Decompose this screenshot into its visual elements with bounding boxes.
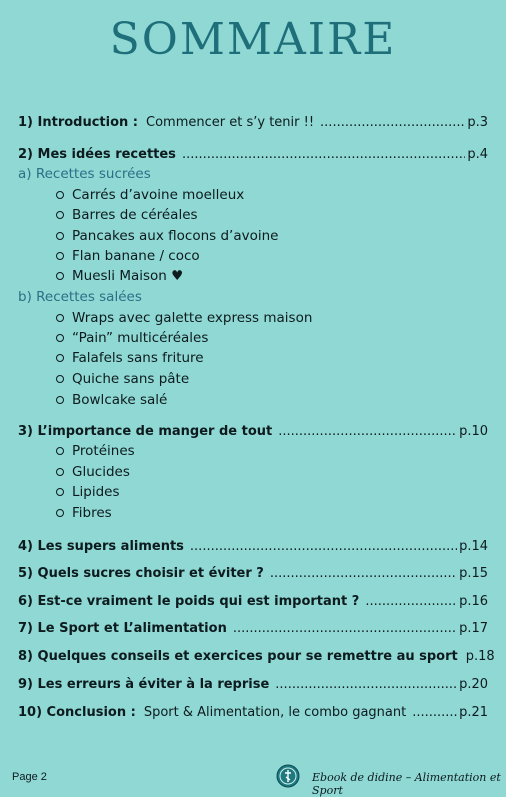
toc-page-number: p.15 <box>459 566 488 581</box>
bullet-icon <box>56 252 64 260</box>
list-item: Barres de céréales <box>56 207 198 223</box>
toc-dot-leader <box>365 594 457 609</box>
toc-entry-title: 10) Conclusion : <box>18 705 136 720</box>
list-item: Quiche sans pâte <box>56 371 189 387</box>
page-title: SOMMAIRE <box>109 14 397 65</box>
bullet-icon <box>56 232 64 240</box>
list-item: “Pain” multicéréales <box>56 330 208 346</box>
toc-dot-leader <box>233 621 457 636</box>
toc-dot-leader <box>275 677 457 692</box>
list-item: Carrés d’avoine moelleux <box>56 187 244 203</box>
list-item: Fibres <box>56 505 112 521</box>
page-number-footer: Page 2 <box>12 771 47 783</box>
toc-entry-title: 6) Est-ce vraiment le poids qui est important ? <box>18 594 360 609</box>
toc-dot-leader <box>270 566 457 581</box>
toc-page-number: p.14 <box>459 539 488 554</box>
bullet-icon <box>56 447 64 455</box>
toc-entry-subtitle: Sport & Alimentation, le combo gagnant <box>143 705 407 720</box>
list-item: Pancakes aux flocons d’avoine <box>56 228 278 244</box>
toc-entry-title: 4) Les supers aliments <box>18 539 184 554</box>
toc-entry-title: 7) Le Sport et L’alimentation <box>18 621 227 636</box>
list-item: Bowlcake salé <box>56 392 167 408</box>
toc-entry-2[interactable] <box>18 147 488 162</box>
toc-entry-subtitle: Commencer et s’y tenir !! <box>146 115 315 130</box>
toc-page-number: p.4 <box>467 147 488 162</box>
bullet-icon <box>56 191 64 199</box>
list-item: Lipides <box>56 484 120 500</box>
toc-entry-10[interactable] <box>18 705 488 720</box>
toc-dot-leader <box>182 147 465 162</box>
toc-dot-leader <box>278 424 457 439</box>
subsection-label-salees: b) Recettes salées <box>18 289 142 305</box>
list-item: Glucides <box>56 464 130 480</box>
toc-dot-leader <box>412 705 457 720</box>
toc-entry-4[interactable] <box>18 539 488 554</box>
bullet-icon <box>56 314 64 322</box>
toc-page-number: p.21 <box>459 705 488 720</box>
toc-entry-title: 3) L’importance de manger de tout <box>18 424 273 439</box>
toc-page-number: p.3 <box>467 115 488 130</box>
toc-entry-title: 1) Introduction : <box>18 115 139 130</box>
bullet-icon <box>56 509 64 517</box>
toc-entry-1[interactable] <box>18 115 488 130</box>
list-item: Wraps avec galette express maison <box>56 310 312 326</box>
toc-page-number: p.17 <box>459 621 488 636</box>
list-item: Muesli Maison ♥ <box>56 268 183 284</box>
bullet-icon <box>56 488 64 496</box>
ebook-title-footer: Ebook de didine – Alimentation et Sport <box>312 771 501 797</box>
bullet-icon <box>56 354 64 362</box>
subsection-label-sucrees: a) Recettes sucrées <box>18 166 151 182</box>
list-item: Protéines <box>56 443 135 459</box>
toc-page-number: p.20 <box>459 677 488 692</box>
bullet-icon <box>56 468 64 476</box>
list-item: Falafels sans friture <box>56 350 204 366</box>
list-item: Flan banane / coco <box>56 248 200 264</box>
bullet-icon <box>56 334 64 342</box>
toc-page-number: p.18 <box>465 649 495 664</box>
toc-entry-title: 9) Les erreurs à éviter à la reprise <box>18 677 270 692</box>
toc-entry-title: 2) Mes idées recettes <box>18 147 176 162</box>
toc-entry-9[interactable] <box>18 677 488 692</box>
toc-entry-5[interactable] <box>18 566 488 581</box>
bullet-icon <box>56 396 64 404</box>
toc-entry-title: 5) Quels sucres choisir et éviter ? <box>18 566 264 581</box>
bullet-icon <box>56 272 64 280</box>
toc-entry-6[interactable] <box>18 594 488 609</box>
toc-entry-7[interactable] <box>18 621 488 636</box>
toc-dot-leader <box>320 115 465 130</box>
ebook-logo-icon <box>276 764 300 788</box>
toc-entry-3[interactable] <box>18 424 488 439</box>
toc-entry-title: 8) Quelques conseils et exercices pour se remettre au sport <box>18 649 458 664</box>
toc-page-number: p.10 <box>459 424 488 439</box>
bullet-icon <box>56 211 64 219</box>
toc-page-number: p.16 <box>459 594 488 609</box>
toc-dot-leader <box>190 539 457 554</box>
bullet-icon <box>56 375 64 383</box>
toc-entry-8[interactable] <box>18 649 495 664</box>
